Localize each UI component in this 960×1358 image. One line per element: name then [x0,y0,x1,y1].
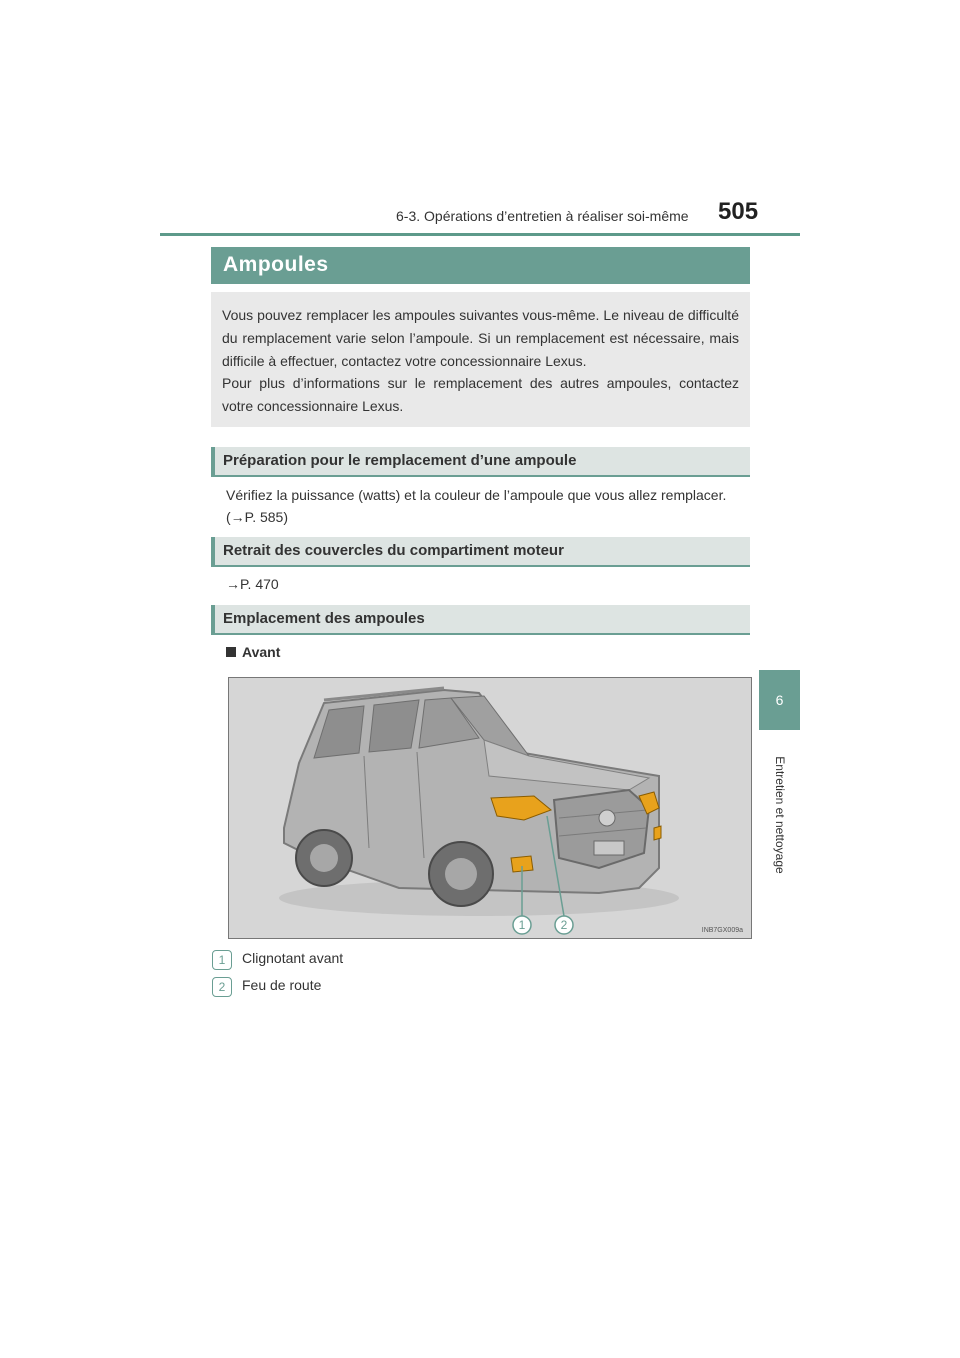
item-number-badge: 2 [212,977,232,997]
subheading-front [226,641,280,663]
bulb-location-figure [228,677,752,939]
callout-1: 1 [518,918,526,932]
item-number-badge: 1 [212,950,232,970]
chapter-label [760,745,800,885]
section-heading-text: Préparation pour le remplacement d’une ampoule [223,452,577,469]
header-section-title: 6-3. Opérations d’entretien à réaliser soi-même [396,208,689,224]
vehicle-illustration [229,678,751,938]
intro-box [211,292,750,427]
figure-code: INB7GX009a [701,927,743,934]
section-heading-preparation [211,447,750,477]
page-title: Ampoules [223,253,329,276]
chapter-tab: 6 [759,670,800,730]
callout-2: 2 [560,918,568,932]
section-heading-text: Retrait des couvercles du compartiment moteur [223,542,564,559]
item-label: Clignotant avant [242,950,344,966]
main-title-bar [211,247,750,284]
section-heading-locations [211,605,750,635]
header-rule [160,233,800,236]
section-preparation-text: Vérifiez la puissance (watts) et la couleur de l’ampoule que vous allez remplacer. [226,487,727,503]
section-covers-ref[interactable]: →P. 470 [226,576,279,592]
section-preparation-ref[interactable]: (→P. 585) [226,509,288,525]
chapter-label-text: Entretien et nettoyage [773,756,787,874]
section-heading-covers [211,537,750,567]
square-bullet-icon [226,647,236,657]
subheading-front-text: Avant [242,644,281,660]
item-label: Feu de route [242,977,322,993]
intro-paragraph-1: Vous pouvez remplacer les ampoules suivantes vous-même. Le niveau de difficulté du remplacement varie selon l’ampoule. Si un remplacement est nécessaire, mais difficile à effectuer, contactez votre concessionnaire Lexus. [222,307,739,369]
intro-paragraph-2: Pour plus d’informations sur le remplacement des autres ampoules, contactez votre concessionnaire Lexus. [222,375,739,414]
section-heading-text: Emplacement des ampoules [223,610,425,627]
page-number: 505 [718,198,759,225]
